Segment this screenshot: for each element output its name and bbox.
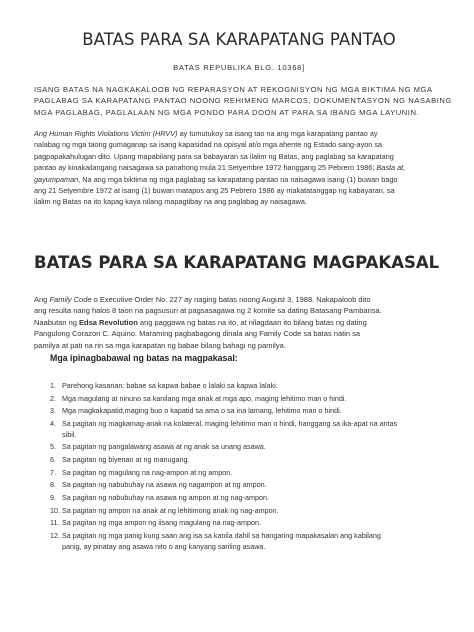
list-item: [50, 506, 446, 516]
hrvv-paragraph: [34, 128, 444, 208]
law-summary-caps: [34, 84, 452, 118]
list-item: [50, 455, 446, 465]
list-number: 5.: [50, 442, 56, 452]
document-title: BATAS PARA SA KARAPATANG PANTAO: [82, 30, 396, 49]
text-span: ang paggawa ng batas na ito, at nilagdaan ito bilang batas ng dating: [137, 317, 367, 327]
italic-text: Basta at,: [376, 163, 406, 173]
list-item-text: Sa pagitan ng ampon na anak at ng lehitimong anak ng nag-ampon.: [62, 505, 279, 515]
paragraph-line: pamilya at pati na rin sa mga karapatan ng babae bilang bahagi ng pamilya.: [34, 340, 286, 350]
list-item: [50, 493, 446, 503]
list-item: [50, 381, 446, 391]
text-span: ay tumutukoy sa isang tao na ang mga karapatang pantao ay: [177, 129, 378, 138]
list-number: 10.: [50, 505, 60, 515]
list-item-text: Sa pagitan ng mga ampon ng iisang magulang na nag-ampon.: [62, 518, 261, 528]
list-item-text: Sa pagitan ng pangalawang asawa at ng anak sa unang asawa.: [62, 442, 266, 452]
law-reference: BATAS REPUBLIKA BLG. 10368]: [173, 63, 305, 72]
list-number: 2.: [50, 393, 56, 403]
family-code-paragraph: [34, 294, 444, 351]
bold-text: Edsa Revolution: [79, 317, 138, 327]
list-item-text: Sa pagitan ng magkamag-anak na kolateral, maging lehitimo man o hindi, hanggang sa ika-apat na antas: [62, 419, 398, 429]
paragraph-line: [34, 128, 444, 139]
list-item: [50, 531, 446, 552]
list-item-text: Sa pagitan ng magulang na nag-ampon at ng ampon.: [62, 467, 233, 477]
paragraph-line: ang 21 Setyembre 1972 at isang (1) buwan matapos ang 25 Pebrero 1986 ay makatatanggap ng kabayaran, sa: [34, 186, 395, 196]
list-item: [50, 518, 446, 528]
list-item-text-continued: sibil.: [62, 429, 77, 439]
caps-line: PAGLABAG SA KARAPATANG PANTAO NOONG REHIMENG MARCOS, DOKUMENTASYON NG NASABING: [34, 96, 452, 106]
list-item: [50, 394, 446, 404]
italic-text: Ang Human Rights Violations Victim (HRVV): [34, 129, 178, 138]
list-item: [50, 468, 446, 478]
text-span: o Executive Order No. 227 ay naging batas noong August 3, 1988. Nakapaloob dito: [91, 295, 371, 304]
paragraph-line: [34, 174, 444, 185]
paragraph-line: pagpapakahulugan dito. Upang mapabilang para sa babayaran sa ilalim ng Batas, ang paglabag sa karapatang: [34, 151, 394, 161]
paragraph-line: [34, 162, 444, 173]
list-item-text-continued: panig, ay pinatay ang asawa nito o ang kanyang sariling asawa.: [62, 541, 266, 551]
list-item: [50, 442, 446, 452]
list-number: 11.: [50, 518, 60, 528]
paragraph-line: nalabag ng mga taong gumaganap sa isang kapasidad na opisyal at/o mga ahente ng Estado sang-ayon sa: [34, 140, 383, 150]
list-item-text: Sa pagitan ng nabubuhay na asawa ng ampon at ng nag-ampon.: [62, 493, 269, 503]
section-heading-marriage: BATAS PARA SA KARAPATANG MAGPAKASAL: [34, 253, 440, 272]
prohibitions-heading: Mga ipinagbabawal ng batas na magpakasal:: [50, 353, 238, 363]
caps-line: MGA PAGLABAG, PAGLALAAN NG MGA PONDO PARA DOON AT PARA SA IBANG MGA LAYUNIN.: [34, 107, 420, 117]
list-item: [50, 419, 446, 440]
list-item: [50, 406, 446, 416]
list-item-text: Sa pagitan ng biyenan at ng manugang.: [62, 454, 190, 464]
prohibitions-list: [50, 381, 446, 554]
list-number: 7.: [50, 467, 56, 477]
italic-text: gayumpaman: [34, 174, 79, 184]
italic-text: Family Code: [49, 295, 92, 304]
list-number: 1.: [50, 381, 56, 390]
list-number: 4.: [50, 419, 56, 429]
caps-line: ISANG BATAS NA NAGKAKALOOB NG REPARASYON AT REKOGNISYON NG MGA BIKTIMA NG MGA: [34, 85, 433, 94]
list-number: 3.: [50, 406, 56, 416]
list-item-text: Sa pagitan ng mga panig kung saan ang isa sa kanila dahil sa hangaring mapakasalan ang kabilang: [62, 531, 381, 541]
text-span: Naabutan ng: [34, 317, 80, 327]
paragraph-line: ilalim ng Batas na ito kapag kaya nilang mapagtibay na ang paglabag ay naisagawa.: [34, 197, 308, 207]
paragraph-line: Pangulong Corazon C. Aquino. Maraming pagbabagong dinala ang Family Code sa batas natin sa: [34, 329, 361, 339]
list-item-text: Sa pagitan ng nabubuhay na asawa ng nagampon at ng ampon.: [62, 480, 267, 490]
paragraph-line: ang resulta nang halos 8 taon na pagsusuri at pagsasagawa ng 2 komite sa dating Batasang Pambansa.: [34, 306, 382, 316]
list-number: 8.: [50, 480, 56, 490]
text-span: pantao ay kinakailangang naisagawa sa panahong mula 21 Setyembre 1972 hanggang 25 Pebrero 1986;: [34, 163, 377, 173]
list-number: 6.: [50, 454, 56, 464]
list-number: 9.: [50, 493, 56, 503]
list-item: [50, 480, 446, 490]
paragraph-line: [34, 294, 444, 305]
list-item-text: Parehong kasarian: babae sa kapwa babae o lalaki sa kapwa lalaki.: [62, 381, 278, 390]
text-span: Ang: [34, 295, 50, 304]
list-item-text: Mga magulang at ninuno sa kanilang mga anak at mga apo, maging lehitimo man o hindi.: [62, 393, 347, 403]
text-span: , Na ang mga biktima ng mga paglabag sa karapatang pantao na naisagawa isang (1) buwan bago: [78, 174, 398, 184]
list-item-text: Mga magkakapatid,maging buo o kapatid sa ama o sa ina lamang, lehitimo man o hindi.: [62, 406, 342, 416]
list-number: 12.: [50, 531, 60, 541]
paragraph-line: [34, 317, 444, 328]
